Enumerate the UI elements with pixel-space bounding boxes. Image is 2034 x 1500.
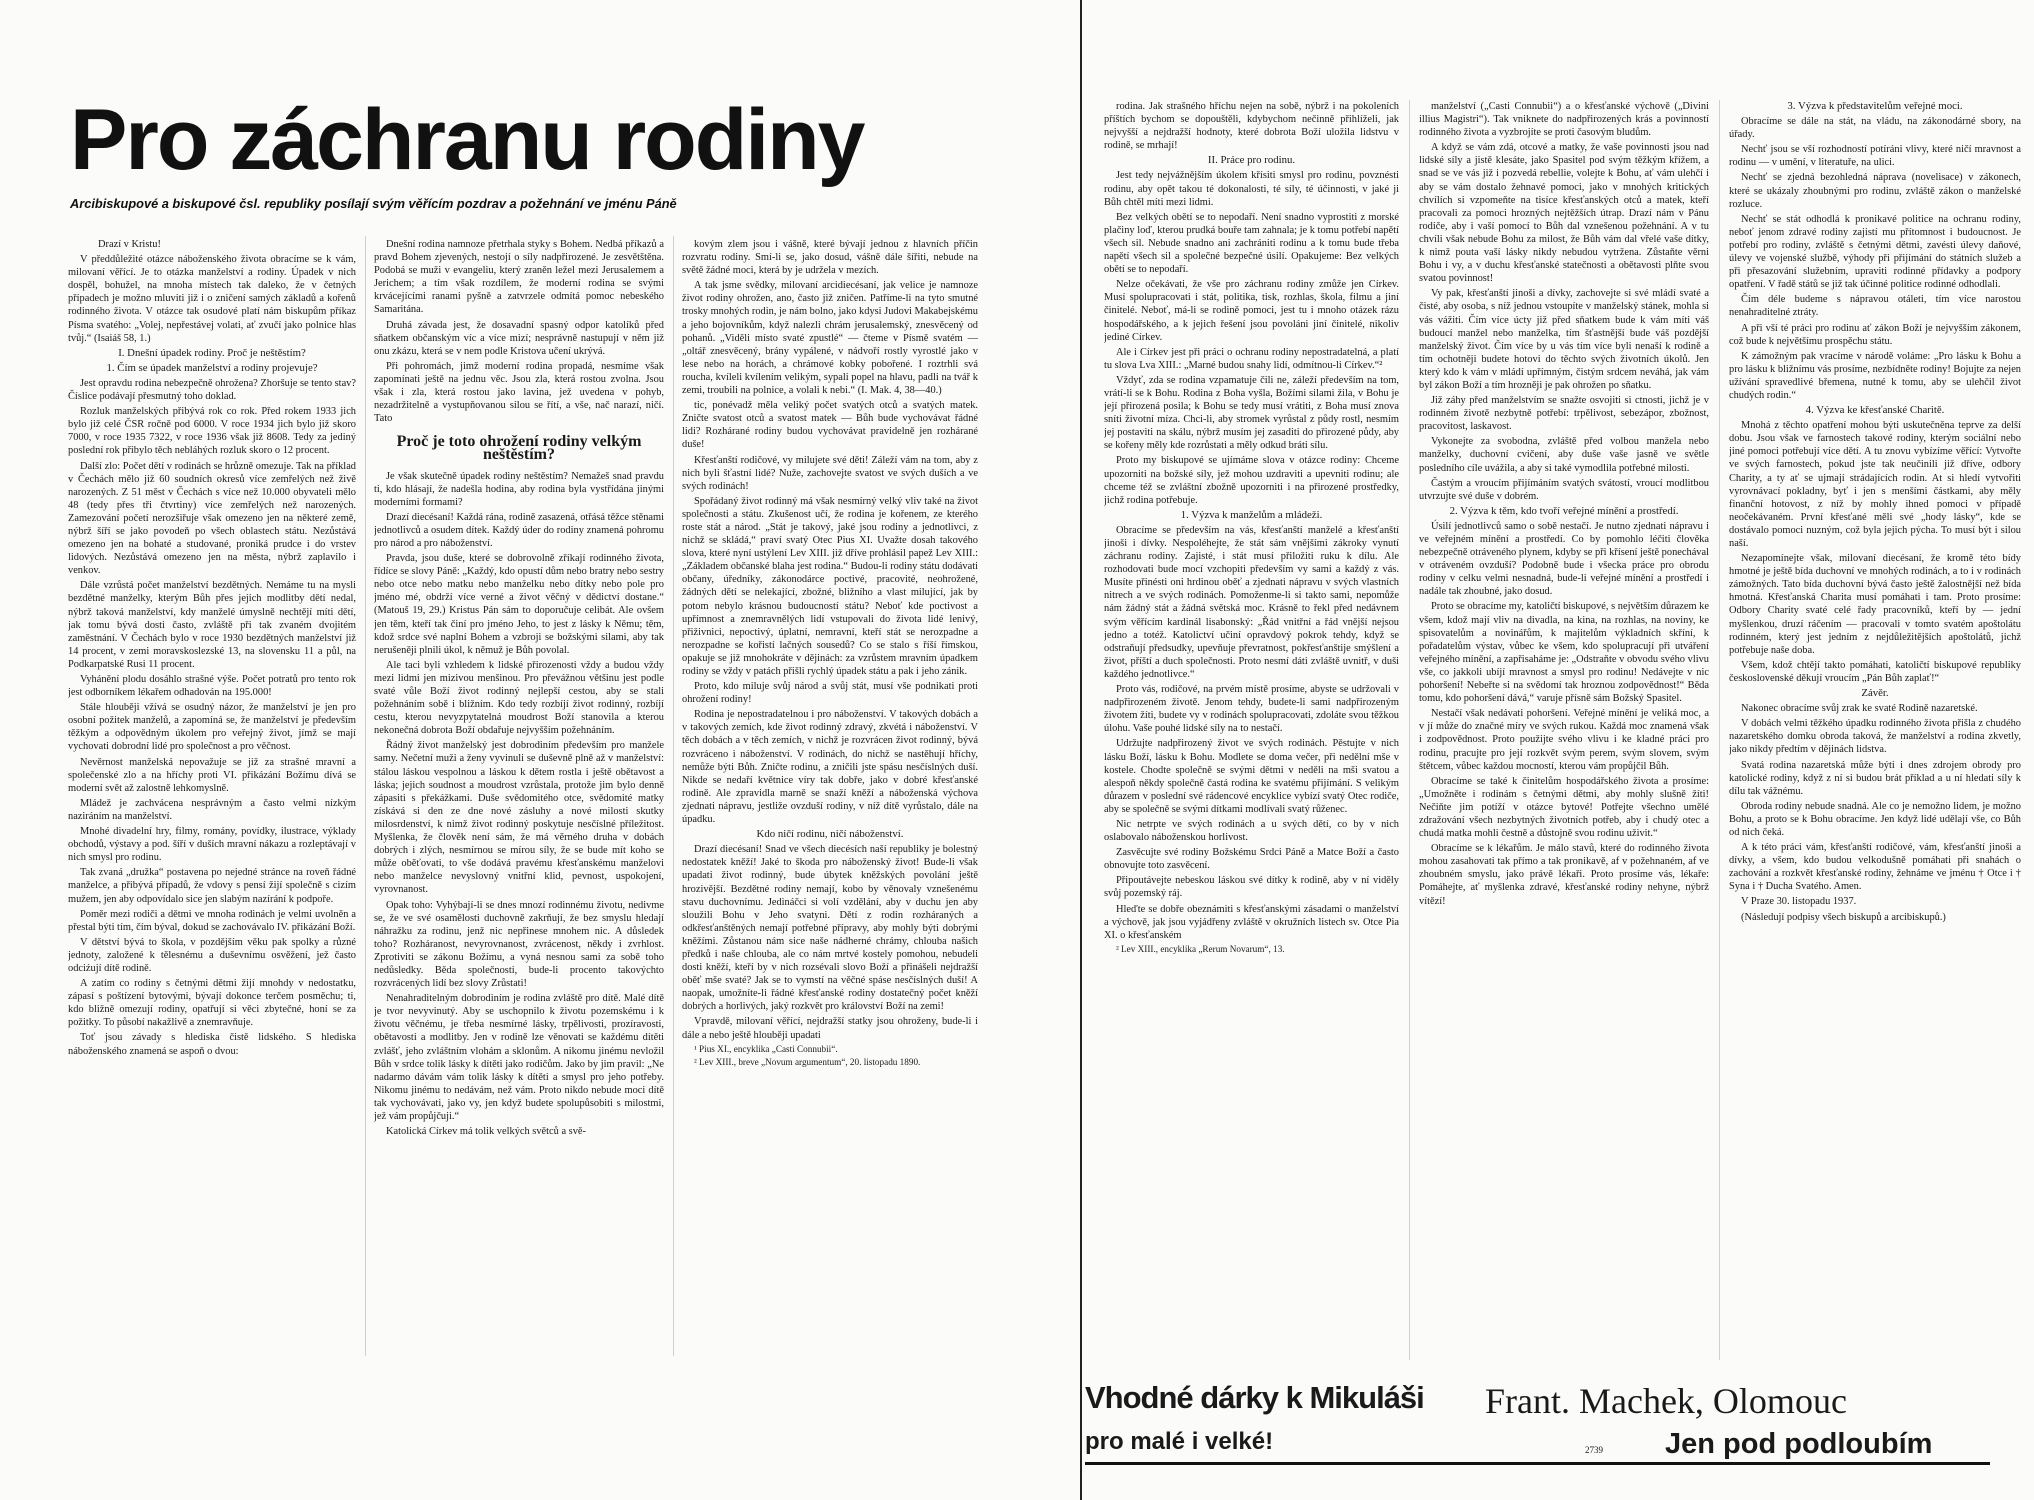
right-col3-paragraph: V dobách velmi těžkého úpadku rodinného života přišla z chudého nazaretského domku obroda taková, že manželství a rodina zkvetly, jako nikdy předtím v dějinách lidstva. (1729, 718, 2021, 756)
left-col2-paragraph: Nenahraditelným dobrodiním je rodina zvláště pro dítě. Malé dítě je tvor nevyvinutý. Aby se uschopnilo k životu pozemskému i k životu věčnému, je třeba nesmírné lásky, trpělivosti, prozíravosti, obětavosti a modlitby. Jen v rodině lze věnovati se každému dítěti zvlášť, jeho zvláštním vlohám a sklonům. A nikomu jinému nevložil Bůh v srdce tolik lásky k dítěti jako rodičům. Jako by jim pravil: „Ne nadarmo dávám vám tolik lásky k dítěti a smysl pro jeho potřeby. Nikomu jinému to nedávám, než vám. Proto nikdo nebude moci dítě tak vychovávati, jako vy, jen když budete spolupůsobiti s milostmi, jež vám propůjčuji.“ (374, 993, 664, 1122)
right-column-2 (1419, 100, 1709, 1375)
right-col1-paragraph: Proto vás, rodičové, na prvém místě prosíme, abyste se udržovali v nadpřirozeném životě. Jenom tehdy, budete-li sami nadpřirozeným životem žíti, budete vy v rodinách spolupracovati, zdoláte svou těžkou úlohu. Vaše pouhé lidské síly na to nestačí. (1104, 684, 1399, 735)
left-col3-paragraph: tic, ponévadž měla veliký počet svatých otců a svatých matek. Zničte svatost otců a svatost matek — Bůh bude vychovávat řádné lidi? Rozhárané rodiny budou vychovávat pravidelně jen rozhárané duše! (682, 400, 978, 451)
right-col1-paragraph: Připoutávejte nebeskou láskou své dítky k rodině, aby v ní viděly svůj pozemský ráj. (1104, 875, 1399, 900)
right-col3-paragraph: A při vší té práci pro rodinu ať zákon Boží je nejvyšším zákonem, což bude k největšímu prospěchu státu. (1729, 322, 2021, 347)
left-col3-paragraph: Drazí diecésaní! Snad ve všech diecésích naší republiky je bolestný nedostatek kněží! Jaké to škoda pro náboženský život! Bude-li však upadati život rodinný, bude úbytek kněžských povolání ještě hrozivější. Bezdětné rodiny nemají, kobo by věnovaly vznešenému stavu duchovnímu. Jedináčci si volí vzdělání, aby v duchu jen aby sloužili Bohu v Jeho svatyni. Dětí z rodin rozháraných a odkřesťanštěných nemají potřebné přípravy, aby mohly býti dobrými kněžími. Zůstanou nám sice naše nádherné chrámy, chlouba našich předků i naše chlouba, ale co nám mrtvé kostely pomohou, nebudeli dosti kněží, kteří by v nich rozsévali slovo Boží a přinášeli nejdražší oběť mše svaté? Jak se to vymstí na věčné spáse nesčíslných duší! A naopak, umožníte-li řádné křesťanské rodiny dostatečný počet kněží dobrých a horlivých, jaký rozkvět pro království Boží na zemi! (682, 844, 978, 1013)
page-number: 2739 (1585, 1445, 1603, 1455)
right-col3-paragraph: V Praze 30. listopadu 1937. (1741, 896, 1857, 908)
ad-machek-name: Frant. Machek, Olomouc (1485, 1381, 1847, 1421)
left-col1-paragraph: Drazí v Kristu! (98, 239, 161, 250)
left-col1-paragraph: Mnohé divadelní hry, filmy, romány, povídky, ilustrace, výklady obchodů, výstavy a pod. šíří v duších mravní nákazu a rozleptávají v nich smysl pro rodinu. (68, 826, 356, 864)
right-col3-paragraph: Obroda rodiny nebude snadná. Ale co je nemožno lidem, je možno Bohu, a proto se k Bohu obracíme. Jen když lidé udělají vše, co Bůh od nich čeká. (1729, 800, 2021, 838)
right-col1-paragraph: Udržujte nadpřirozený život ve svých rodinách. Pěstujte v nich lásku Boží, lásku k Bohu. Modlete se doma večer, při nedělní mše v kostele. Chodte společně se svými dětmi v neděli na mši svatou a alespoň někdy společně častá rodina ke svatému přijímání. S velikým důrazem v poslední své rádencové encyklice vybízí svatý Otec rodiče, aby se společně se svými dítkami modlívali svatý růženec. (1104, 738, 1399, 815)
right-col3-section-heading: 4. Výzva ke křesťanské Charitě. (1805, 404, 1945, 417)
footnote: ² Lev XIII., breve „Novum argumentum“, 20. listopadu 1890. (694, 1057, 921, 1068)
left-col1-paragraph: Poměr mezi rodiči a dětmi ve mnoha rodinách je velmi uvolněn a přestal býti tím, čím býval, dokud se zachovávalo IV. přikázání Boží. (68, 908, 356, 933)
right-col3-paragraph: Čím déle budeme s nápravou otáleti, tím více narostou nenahraditelné ztráty. (1729, 294, 2021, 319)
left-col1-paragraph: Tak zvaná „družka“ postavena po nejedné stránce na roveň řádné manželce, a přibývá případů, že vdovy s pensí žijí společně s cizím mužem, jen aby odpovídalo sice jen slabým nazírání k podpoře. (68, 867, 356, 905)
left-col3-paragraph: Spořádaný život rodinný má však nesmírný velký vliv také na život společnosti a státu. Zkušenost učí, že rodina je kořenem, ze kterého roste stát a národ. „Stát je takový, jaké jsou rodiny a jednotlivci, z nichž se skládá,“ praví svatý Otec Pius XI. Uvažte dosah takového slova, které nyní ustýlení Lev XIII. již dříve prohlásil papež Lev XIII.: „Základem občanské blaha jest rodina.“ Budou-li rodiny státu dodávati občany, úředníky, zákonodárce poctivé, pracovité, neohrožené, žádných dětí se nelekající, zbožné, bližního a vlast milující, jak by potom nebylo krásnou budoucností státu? Neboť kde poctivost a upřímnost a znemravnělých lidí vstupovali do života lidé lenivý, přiživnici, nepoctivý, úplatní, nemravní, kteří stát se nerozpadne a nerozpadne se kořistí lačných sousedů? Co se stalo s říší římskou, opakuje se již mnohokráte v dějinách: za vzrůstem mravním úpadkem rodiny se vždy v patách přišli rychlý úpadek státu a pak i jeho zánik. (682, 495, 978, 677)
left-col2-paragraph: Ale taci byli vzhledem k lidské přirozenosti vždy a budou vždy mezi lidmi jen mizivou menšinou. Pro převážnou většinu jest podle svaté vůle Boží život rodinný nejlepší cestou, aby se stali požehnáním sobě i bližním. Kdo tedy rozbíjí život rodinný, rozbíjí cestu, kterou nevyzpytatelná moudrost Boží stanovila a kterou nekonečná dobrota Boží obdařuje nejvyšším požehnáním. (374, 659, 664, 737)
left-col2-paragraph: Drazí diecésaní! Každá rána, rodině zasazená, otřásá těžce stěnami jednotlivců a osudem dítek. Každý úder do rodiny znamená pohromu pro národ a pro náboženství. (374, 511, 664, 549)
right-col1-paragraph: Nelze očekávati, že vše pro záchranu rodiny zmůže jen Církev. Musí spolupracovati i stát, politika, tisk, rozhlas, škola, filmu a jiní činitelé. Neboť, má-li se rodině pomoci, jest tu i mnoho otázek rázu hospodářského, a k jejich řešení jsou povoláni jiní činitelé, nikoliv jediné Církev. (1104, 279, 1399, 343)
left-column-1 (68, 238, 356, 1358)
right-col3-paragraph: Svatá rodina nazaretská může býti i dnes zdrojem obrody pro katolické rodiny, když z ní si budou brát příklad a u ní hledati síly k dílu tak vážnému. (1729, 759, 2021, 797)
right-col2-paragraph: Úsilí jednotlivců samo o sobě nestačí. Je nutno zjednati nápravu i ve veřejném mínění a prostředí. Co by pomohlo léčiti člověka nebezpečně otráveného plynem, kdyby se při křísení ještě ponechával v otráveném ovzduší? Podobně bude i všecka práce pro obrodu rodiny v celku velmi nesnadná, bude-li veřejné mínění a prostředí i nadále tak zhoubné, jako dosud. (1419, 520, 1709, 598)
left-col1-paragraph: A zatím co rodiny s četnými dětmi žijí mnohdy v nedostatku, zápasí s poštízení bytovými, bývají dokonce terčem posměchu; ti, kdo bližně omezují rodiny, opatřují si věci zbytečné, honí se za požitky. To působí nakažlivě a znemravňuje. (68, 978, 356, 1029)
right-col2-paragraph: Proto se obracíme my, katoličtí biskupové, s největším důrazem ke všem, kdož mají vliv na divadla, na kina, na rozhlas, na noviny, ke spisovatelům a novinářům, k majitelům výkladních skříní, k pořadatelům výstav, vůbec ke všem, kdo spolupracují při utváření veřejného mínění, a zapřisaháme je: „Odstraňte v obvodu svého vlivu vše, co jakkoli ubíjí mravnost a smysl pro rodinu! Nedávejte v nic pohoršení! Nebeřte si na svědomí tak hroznou zodpovědnost!“ Běda tomu, kdo pohoršení dává,“ varuje přísně sám Božský Spasitel. (1419, 601, 1709, 705)
left-col3-paragraph: Křesťanští rodičové, vy milujete své děti! Záleží vám na tom, aby z nich byli šťastní lidé? Nuže, zachovejte svatost ve svých duších a ve svých rodinách! (682, 454, 978, 492)
left-col2-paragraph: Pravda, jsou duše, které se dobrovolně zříkají rodinného života, řídíce se slovy Páně: „Každý, kdo opustí dům nebo bratry nebo sestry nebo otce nebo matku nebo manželku nebo dítky nebo pole pro jméno mé, obdrží více verné a život věčný v dědictví dostane.“ (Matouš 19, 29.) Kristus Pán sám to doporučuje celibát. Ale ovšem jen těm, kteří tak činí pro jméno Jeho, to jest z lásky k Němu; těm, kdož srdce své naplní Bohem a vzbroji se božskými silami, aby tak nerušeněji plnili úkol, k němuž je Bůh povolal. (374, 553, 664, 656)
right-col1-paragraph: Zasvěcujte své rodiny Božskému Srdci Páně a Matce Boží a často obnovujte toto zasvěcení. (1104, 847, 1399, 872)
right-col3-paragraph: Mnohá z těchto opatření mohou býti uskutečněna teprve za delší dobu. Jsou však ve farnostech takové rodiny, kterým sociální nebo jiné pomoci potřebují více dětí. A tu znovu vybízíme věřící: Vytvořte ve svých farnostech, pokud jste tak neučinili již dříve, odbory Charity, a ty ať se ujmají strádajících rodin. At si hledí vytvořiti vyrovnávací pokladny, byť i jen s menšími částkami, aby měly finanční hotovost, z níž by mohly ihned pomoci v případě neočekávaném. První křesťané měli své „hody lásky“, kde se dostávalo pomoci nuzným, což byla jejich pýcha. To musí být i silou naší. (1729, 420, 2021, 549)
right-col3-paragraph: Nechť se stát odhodlá k pronikavé politice na ochranu rodiny, neboť jenom zdravé rodiny zajistí mu přítomnost i budoucnost. Je potřebí pro rodiny, zvláště s četnými dětmi, zavésti úlevy daňové, úlevy ve vojenské službě, výhody při přijímání do státních služeb a při přesazování služebním, upraviti rodinné přídavky a podpory opatření. V řadě států se již tak účinné politice rodinné odhodlali. (1729, 213, 2021, 291)
left-column-3 (682, 238, 978, 1358)
ad-mikulas-headline: Vhodné dárky k Mikuláši (1085, 1380, 1424, 1415)
right-page (1080, 0, 2034, 1500)
right-col1-paragraph: Ale i Církev jest při práci o ochranu rodiny nepostradatelná, a platí tu slova Lva XIII.: „Marné budou snahy lidí, odmítnou-li Církev.“² (1104, 346, 1399, 371)
left-col1-paragraph: Toť jsou závady s hlediska čistě lidského. S hlediska náboženského znamená se aspoň o dvou: (68, 1032, 356, 1057)
right-col1-paragraph: Proto my biskupové se ujímáme slova v otázce rodiny: Chceme upozorniti na božské síly, jež mohou uzdraviti a upevniti rodinu; ale chceme též se zvláštní zbožně upozorniti i na přirozené prostředky, jichž rodina potřebuje. (1104, 455, 1399, 506)
left-col2-section-heading: Proč je toto ohrožení rodiny velkým neštěstím? (396, 433, 642, 464)
left-col1-paragraph: Vyhánění plodu dosáhlo strašné výše. Počet potratů pro tento rok jest odborníkem lékařem odhadován na 195.000! (68, 674, 356, 699)
left-col2-paragraph: Katolická Církev má tolik velkých světců a svě- (386, 1126, 586, 1138)
ad-machek-tagline: Jen pod podloubím (1665, 1428, 1933, 1460)
left-col2-paragraph: Opak toho: Vyhýbají-li se dnes mnozí rodinnému životu, nedivme se, že ve své osamělosti duchovně zakrňují, že bez smyslu hledají náhražku za rodinu, jenž nic nepřinese mnohem nic. A důsledek toho? Rozháranost, nevyrovnanost, zvrácenost, někdy i zvrhlost. Zprotiviti se zákonu Božímu, a vyná nesnou sami za sobě toho nedůsledky. Běda společnosti, bude-li procento takovýchto rozvrácených lidí bez slovy Zrůstati! (374, 899, 664, 990)
right-col3-paragraph: Obracíme se dále na stát, na vládu, na zákonodárné sbory, na úřady. (1729, 116, 2021, 141)
left-col1-paragraph: Stále hlouběji vžívá se osudný názor, že manželství je jen pro osobní požitek manželů, a zapomíná se, že manželství je především těžkým a odpovědným úkolem pro veřejný život, jímž se mají vychovati dobrodní lidé pro společnost a pro věčnost. (68, 702, 356, 753)
article-title: Pro záchranu rodiny (70, 92, 864, 188)
left-col3-paragraph: A tak jsme svědky, milovaní arcidiecésaní, jak velice je namnoze život rodiny ohrožen, ano, často již zničen. Patříme-li na tyto smutné trosky mnohých rodin, je nám bolno, jako kdysi Judovi Makabejskému a jeho bojovníkům, když nalezli chrám jerusalemský, znesvěcený od pohanů. „Viděli místo svaté zpustlé“ — čteme v Písmě svatém — „oltář znesvěcený, brány vypálené, v nádvoří rostly vyrostlé jako v lese nebo na horách, a chrámové kobky pobořené. I roztrhli svá roucha, kvíleli kvílením velikým, sypali popel na hlavu, padli na tvář k zemi, troubili na polnice, a volali k nebi.“ (I. Mak. 4, 38—40.) (682, 280, 978, 397)
footnote: ² Lev XIII., encyklika „Rerum Novarum“, 13. (1116, 943, 1285, 954)
right-col1-paragraph: Nic netrpte ve svých rodinách a u svých dětí, co by v nich oslabovalo náboženskou horlivost. (1104, 818, 1399, 844)
right-col3-paragraph: Nakonec obracíme svůj zrak ke svaté Rodině nazaretské. (1741, 703, 1978, 715)
right-col3-paragraph: Nezapomínejte však, milovaní diecésaní, že kromě této bídy hmotné je ještě bída duchovní ve mnohých rodinách, a to i v rodinách zámožných. Tato bída duchovní bývá často ještě žalostnější než bída hmotná. Křesťanská Charita musí pomáhati i tam. Proto prosíme: Odbory Charity svaté celé řady pracovníků, kteří by — jední myšlenkou, druzí ráčením — pracovali v tomto svatém apoštolátu rodinném, který jest jedním z nejdůležitějších apoštolátů, jichž potřebuje naše doba. (1729, 553, 2021, 656)
right-col2-paragraph: Obracíme se také k činitelům hospodářského života a prosíme: „Umožněte i rodinám s četnými dětmi, aby mohly slušně žíti! Nečiňte jim potíží v otázce bytové! Potřejte všechno umělé zdražování všech nezbytných životních potřeb, aby i chudý otec a chudá matka mohli čestně a důstojně svou rodinu uživit.“ (1419, 775, 1709, 840)
left-col3-paragraph: kovým zlem jsou i vášně, které bývají jednou z hlavních příčin rozvratu rodiny. Smí-li se, jako dosud, vášně dále šířiti, nebude na světě žádné moci, která by je udržela v mezích. (682, 239, 978, 277)
article-subtitle: Arcibiskupové a biskupové čsl. republiky posílají svým věřícím pozdrav a požehnání ve jménu Páně (70, 196, 677, 211)
right-col1-paragraph: Hleďte se dobře obeznámiti s křesťanskými zásadami o manželství a výchově, jak jsou vyjádřeny zvláště v okružních listech sv. Otce Pia XI. o křesťanském (1104, 903, 1399, 941)
left-col2-paragraph: Dnešní rodina namnoze přetrhala styky s Bohem. Nedbá příkazů a pravd Bohem zjevených, nestojí o síly nadpřirozené. Je zesvětštěna. Podobá se muži v evangeliu, který zraněn ležel mezi Jerusalemem a Jerichem; a tím však rozdílem, že moderní rodina se svými krvácejícími ranami pyšně a zatvrzele odmítá pomoc nebeského Samaritána. (374, 239, 664, 316)
left-col1-paragraph: Nevěrnost manželská nepovažuje se již za strašné mravní a společenské zlo a na hříchy proti VI. přikázání Božímu dívá se moderní svět až zalostně lehkomyslně. (68, 756, 356, 794)
right-col1-section-heading: 1. Výzva k manželům a mládeži. (1180, 508, 1323, 521)
left-col2-paragraph: Při pohromách, jimž moderní rodina propadá, nesmíme však zapomínati ještě na jednu věc. Jsou zla, která rostou zvolna. Jsou však i zla, která rostou jako lavina, jež uvedena v pohyb, nezadržitelně a vystupňovanou silou se řítí, a vše, nač narazí, ničí. Tato (374, 360, 664, 425)
right-col1-paragraph: Bez velkých obětí se to nepodaří. Není snadno vyprostiti z morské plačiny loď, kterou prudká bouře tam zahnala; je k tomu potřebí napětí všech sil. Nebude snadno ani zachrániti rodinu a k tomu bude třeba napětí všech sil a společné bezpečné úsilí. Opakujeme: Bez velkých obětí se to nepodaří. (1104, 211, 1399, 276)
right-col2-paragraph: A když se vám zdá, otcové a matky, že vaše povinnosti jsou nad lidské síly a jistě klesáte, jako Spasitel pod svým těžkým křížem, a snad se ve vás již i pozvedá rebellie, volejte k Bohu, ať vám ulehčí i aby se vám dostalo žehnavé pomoci, jako v mnohých kritických chvílích si vzpomeňte na tisíce křesťanských otců a matek, kteří pracovali za pomoci hrozných nejtěžších útrap. Drazí nám v Pánu rodiče, aby i vaší pomocí to Bůh dal vznešenou požehnání. A v tu chvíli však nebude Bohu za milost, že Bůh vám dal vřelé vaše dítky, k nimž pouta vaší lásky nikdy nebudou vytržena. Zůstaňte věrni Bohu i vy, a v duchu křesťanské statečnosti a obětavosti plňte svou svatou povinnost! (1419, 142, 1709, 285)
left-col1-paragraph: Další zlo: Počet dětí v rodinách se hrůzně omezuje. Tak na příklad v Čechách mělo již 60 soudních okresů více zemřelých než živě narozených. Z 51 měst v Čechách s více než 10.000 obyvateli mělo 48 (tedy přes tři čtvrtiny) více zemřelých než narozených. Zamezování početí nerozšiřuje však omezeno jen na některé země, nýbrž šíří se jako povodeň po všech oblastech státu. Nezůstává omezeno jen na bohaté a studované, proniká prudce i do vrstev lidových. Nezůstává omezeno jen na města, nýbrž zaplavilo i venkov. (68, 460, 356, 577)
right-col3-paragraph: (Následují podpisy všech biskupů a arcibiskupů.) (1741, 911, 1946, 923)
left-col2-paragraph: Je však skutečně úpadek rodiny neštěstím? Nemažeš snad pravdu ti, kdo hlásají, že nadešla hodina, aby rodina byla vystřídána jinými moderními formami? (374, 470, 664, 508)
right-col3-paragraph: Nechť jsou se vší rozhodností potíráni vlivy, které ničí mravnost a rodinu — v umění, v literatuře, na ulici. (1729, 144, 2021, 169)
right-col2-paragraph: Vykonejte za svobodna, zvláště před volbou manžela nebo manželky, duchovní cvičení, aby duše vaše jasně ve světle posledního cíle uvážila, a aby si také vymodlila potřebné milosti. (1419, 436, 1709, 474)
right-col1-section-heading: II. Práce pro rodinu. (1207, 154, 1296, 167)
right-col2-paragraph: Nestačí však nedávati pohoršení. Veřejné mínění je veliká moc, a v jí může do značné míry ve svých rukou. Každá moc znamená však i zodpovědnost. Proto použijte svého vlivu i ke kladné práci pro rodinu, pracujte pro její rozkvět svým perem, svým slovem, svým štětcem, vůbec každou mocností, kterou vám propůjčil Bůh. (1419, 708, 1709, 772)
right-col3-paragraph: Všem, kdož chtějí takto pomáhati, katoličtí biskupové republiky československé děkují vroucím „Pán Bůh zaplať!“ (1729, 659, 2021, 684)
left-col3-paragraph: Vpravdě, milovaní věřící, nejdražší statky jsou ohroženy, bude-li i dále a nebo ještě hlouběji upadati (682, 1016, 978, 1041)
right-col3-paragraph: Nechť se zjedná bezohledná náprava (novelisace) v zákonech, které se ukázaly zhoubnými pro rodinu, zvláště zákon o manželské rozluce. (1729, 172, 2021, 210)
right-col3-paragraph: K zámožným pak vracíme v národě voláme: „Pro lásku k Bohu a pro lásku k bližnímu vás prosíme, nezbídněte rodiny! Bojujte za nejen užívání spravedlivé břemena, nutné k tomu, aby se ulehčil život chudých rodin.“ (1729, 350, 2021, 401)
left-col3-paragraph: Rodina je nepostradatelnou i pro náboženství. V takových dobách a v takových zemích, kde život rodinný zdravý, zkvétá i náboženství. V těch dobách a v těch zemích, v nichž je rozvrácen život rodinný, bývá rozvráceno i náboženství. V rodinách, do nichž se nastěhují hříchy, nemůže býti Bůh. Zničte rodinu, a zničili jste spásu nesčíslných duší. Nikde se nedaří květnice víry tak dobře, jako v dobré křesťanské rodině. Ale zpravidla marně se snaží kněží a náboženská výchova zjednati nápravu, jestliže ovzduší rodiny, v níž dítě vyrůstalo, dále na úpadku. (682, 709, 978, 826)
left-col1-paragraph: Jest opravdu rodina nebezpečně ohrožena? Zhoršuje se tento stav? Číslice podávají přesmutný toho doklad. (68, 377, 356, 403)
left-col1-paragraph: V dětství bývá to škola, v pozdějším věku pak spolky a různé jednoty, založené k tělesnému a duševnímu osvěžení, jež často odciźují dítě rodině. (68, 936, 356, 974)
left-col1-paragraph: Mládež je zachvácena nesprávným a často velmi nízkým naziráním na manželství. (68, 797, 356, 822)
left-col1-paragraph: Rozluk manželských přibývá rok co rok. Před rokem 1933 jich bylo již celé ČSR ročně pod 6000. V roce 1934 jich bylo již skoro 7000, v roce 1935 7322, v roce 1936 však již 8608. Tedy za jediný poslední rok přibylo těch nebláhých rozluk skoro o 12 procent. (68, 406, 356, 457)
ad-rule (1085, 1462, 1990, 1465)
right-col2-paragraph: Častým a vroucím přijímáním svatých svátostí, vroucí modlitbou utvrzujte své duše v dobrém. (1419, 477, 1709, 502)
right-column-1 (1104, 100, 1399, 1375)
left-col2-paragraph: Řádný život manželský jest dobrodiním především pro manžele samy. Nečetní muži a ženy vyvinuli se duševně plně až v manželství: stálou láskou vespolnou a láskou k dětem rostla i ještě obětavost a láska; jejich soudnost a moudrost vzrůstala, protože jim bylo denně zápasiti s překážkami. Duše svědomitého otce, svědomité matky získává si den ze dne nové zásluhy a nové milosti skutky milosrdenství, k nimž život rodinný poskytuje nesčíslné příležitost. Myšlenka, že člověk není sám, že má věrného druha v dobách dobrých i zlých, nesmírnou se mírou síly, že se bude mít koho se může oběťovati, to vše dodává pravému křesťanskému manželovi nebo manželce nevyslovný vnitřní klid, pevnost, uspokojení, vyrovnanost. (374, 740, 664, 896)
right-col1-paragraph: Obracíme se především na vás, křesťanští manželé a křesťanští jinoši i dívky. Nespoléhejte, že stát sám vnějšími zákroky vynutí záchranu rodiny. Zajisté, i stát musí přiložiti ruku k dílu. Ale rozhodovati bude mocí vzchopiti především vy sami a každý z vás. Musíte přinésti oni hrdinou oběť a zjednati nápravu v svých vlastních nitrech a ve svých rodinách. Pomoženme-li si takto sami, nepomůže nám žádný stát a žádná světská moc. Krásně to řekl před nedávnem svým věřícím kardinál lisabonský: „Řád vnitřní a řád vnější nejsou jedno a totéž. Katolictví učiní opravdový pokrok tehdy, když se odstraňují předsudky, upevňuje převratnost, pokřesťanštije smýšlení a život, příští a duch společnosti. Proto nesmí dáti zvláště uvnitř, v duši každého jednotlivce.“ (1104, 524, 1399, 680)
footnote: ¹ Pius XI., encyklika „Casti Connubii“. (694, 1043, 838, 1054)
left-col1-paragraph: Dále vzrůstá počet manželství bezdětných. Nemáme tu na mysli bezdětné manželky, kterým Bůh přes jejich modlitby dětí nedal, nýbrž taková manželství, kdy manželé úmyslně nechtějí míti dětí, jak tomu bývá dosti často, zvláště při tak zvaném dvojitém zaměstnání. V Čechách bylo v roce 1930 bezdětných manželství již 14 procent, v zemi moravskoslezské 13, na slovensku 11 a půl, na Podkarpatské Rusi 11 procent. (68, 580, 356, 670)
right-col3-section-heading: Závěr. (1861, 687, 1889, 700)
right-col2-paragraph: manželství („Casti Connubii“) a o křesťanské výchově („Divini illius Magistri“). Tak vniknete do nadpřirozených krás a povinností rodinného života a vyzbrojíte se proti časovým bludům. (1419, 101, 1709, 139)
left-col3-section-heading: Kdo ničí rodinu, ničí náboženství. (756, 828, 904, 841)
left-col1-paragraph: V předdůležité otázce náboženského života obracíme se k vám, milovaní věřící. Je to otázka manželství a rodiny. Úpadek v nich dospěl, bohužel, na mnoha místech tak daleko, že v četných případech je možno mluviti již i o zničení samých základů a kořenů rodinného života. V otázce tak osudové platí nám biskupům příkaz Písma svatého: „Volej, nepřestávej volati, ať zvučí jako polnice hlas tvůj.“ (Isaiáš 58, 1.) (68, 254, 356, 344)
right-col1-paragraph: rodina. Jak strašného hříchu nejen na sobě, nýbrž i na pokoleních příštích bychom se dopouštěli, kdybychom nečinně přihlíželi, jak nejvyšší a nejdražší hodnoty, které dobrota Boží uložila lidstvu v rodině, se mrhají! (1104, 101, 1399, 152)
left-col1-section-heading: 1. Čím se úpadek manželství a rodiny projevuje? (106, 361, 318, 374)
right-col3-paragraph: A k této práci vám, křesťanští rodičové, vám, křesťanští jinoši a dívky, a všem, kdo budou velkodušně pomáhati při snahách o zachování a rozkvět křesťanské rodiny, žehnáme ve jménu † Otce i † Syna i † Ducha Svatého. Amen. (1729, 842, 2021, 893)
right-column-3 (1729, 100, 2021, 1375)
right-col2-section-heading: 2. Výzva k těm, kdo tvoří veřejné mínění a prostředí. (1449, 504, 1679, 517)
right-col2-paragraph: Vy pak, křesťanští jinoši a dívky, zachovejte si své mládí svaté a čisté, aby osoba, s níž jednou vstoupíte v manželský stánek, mohla si vás vážiti. Čím více úcty již před sňatkem bude k vám míti váš budoucí manžel nebo manželka, tím šťastnější bude váš pozdější manželský život. Čím více by u vás tím více byli nenaší k rodině a tím ochotněji budete hotovi do těchto svých životních úkolů. Jen který kdo k vám v mládí upřímným, čistým srdcem neváhá, jak vám byl zákon Boží a tím hrozněji je pak ohrožen po sňatku. (1419, 288, 1709, 391)
right-col1-paragraph: Vždyť, zda se rodina vzpamatuje čili ne, záleží především na tom, vrátí-li se k Bohu. Rodina z Boha vyšla, Božími silami žila, v Bohu je její přirozená posila; k Bohu se tedy musí vrátiti, z Boha musí znova sníti životní míza. Chci-li, aby stromek vyrůstal z půdy rostl, nesmím jej postaviti na skálu, nýbrž musím jej zasaditi do přirozené půdy, aby se kořeny měly kde rozrůstati a měly odkud bráti sílu. (1104, 374, 1399, 452)
right-col1-paragraph: Jest tedy nejvážnějším úkolem křísiti smysl pro rodinu, povznésti rodinu, aby opět takou té dokonalosti, té síly, té účinnosti, v jaké ji Bůh chtěl míti mezi lidmi. (1104, 170, 1399, 208)
left-col3-paragraph: Proto, kdo miluje svůj národ a svůj stát, musí vše podnikati proti ohrožení rodiny! (682, 681, 978, 706)
left-col1-section-heading: I. Dnešní úpadek rodiny. Proč je neštěstím? (118, 346, 306, 359)
right-col3-section-heading: 3. Výzva k představitelům veřejné moci. (1787, 100, 1963, 112)
right-col2-paragraph: Již záhy před manželstvím se snažte osvojiti si ctnosti, jichž je v rodinném životě nezbytně potřebí: trpělivost, sebezápor, zbožnost, pracovitost, laskavost. (1419, 395, 1709, 433)
right-col2-paragraph: Obracíme se k lékařům. Je málo stavů, které do rodinného života mohou zasahovati tak přímo a tak pronikavě, af v požehnaném, af ve zhoubném smyslu, jako právě lékaři. Proto prosíme vás, lékaře: Pomáhejte, ať myšlenka zdravé, křesťanské rodiny nehyne, nýbrž vítězí! (1419, 843, 1709, 907)
left-col2-paragraph: Druhá závada jest, že dosavadní spasný odpor katolíků před sňatkem občanským víc a více mizí; nesprávně nastupují v něm již onu zkázu, která se v nem podle Kristova učení ukrývá. (374, 319, 664, 357)
left-column-2 (374, 238, 664, 1358)
ad-mikulas-tagline: pro malé i velké! (1085, 1428, 1274, 1455)
